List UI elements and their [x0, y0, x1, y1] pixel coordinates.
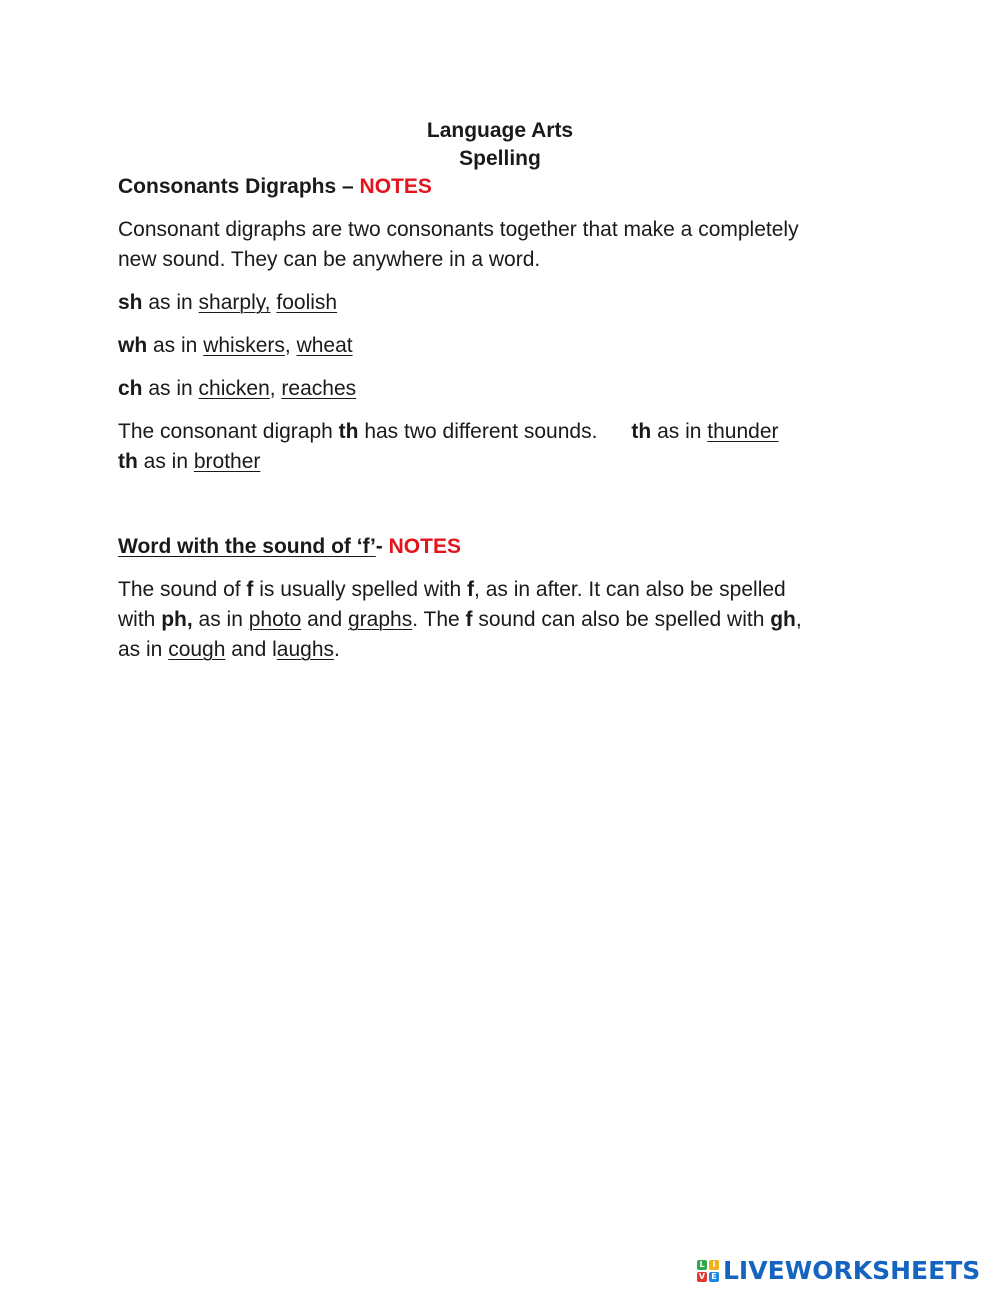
text: . The — [412, 608, 466, 631]
notes-label: NOTES — [388, 535, 461, 558]
f-sound-paragraph — [118, 575, 878, 665]
th-text: has two different sounds. — [358, 420, 598, 443]
text: is usually spelled with — [253, 578, 468, 601]
text: with — [118, 608, 162, 631]
digraph: wh — [118, 334, 148, 357]
example-word: graphs — [348, 608, 413, 631]
example-word: photo — [248, 608, 302, 631]
logo-text: LIVEWORKSHEETS — [723, 1256, 981, 1285]
section-heading-digraphs — [118, 173, 432, 201]
text: . — [334, 638, 340, 661]
f-line-2 — [118, 605, 878, 635]
digraph: ch — [118, 377, 143, 400]
as-in-text: as in — [137, 450, 194, 473]
th-text: The consonant digraph — [118, 420, 339, 443]
example-word: chicken — [198, 377, 270, 400]
text: and — [301, 608, 348, 631]
heading-text: Word with the sound of ‘f’ — [118, 535, 376, 558]
example-word: reaches — [281, 377, 357, 400]
as-in-text: as in — [147, 334, 204, 357]
example-word: brother — [193, 450, 261, 473]
page-subtitle: Spelling — [459, 147, 541, 170]
text: as in — [192, 608, 249, 631]
digraph-example-sh — [118, 288, 878, 318]
th-line-2 — [118, 447, 878, 477]
as-in-text: as in — [142, 291, 199, 314]
notes-label: NOTES — [359, 175, 432, 198]
text: and l — [225, 638, 277, 661]
bold-letter: ph, — [161, 608, 193, 631]
section-heading-f-sound — [118, 533, 461, 561]
example-word: wheat — [296, 334, 353, 357]
heading-dash: - — [375, 535, 383, 558]
as-in-text: as in — [651, 420, 708, 443]
text: sound can also be spelled with — [472, 608, 771, 631]
text: , — [795, 608, 802, 631]
bold-letter: f — [246, 578, 254, 601]
f-line-3 — [118, 635, 878, 665]
text: as in — [118, 638, 169, 661]
liveworksheets-logo[interactable] — [697, 1256, 980, 1286]
as-in-text: as in — [142, 377, 199, 400]
logo-letter: E — [709, 1272, 719, 1282]
digraph-example-wh — [118, 331, 878, 361]
f-line-1 — [118, 575, 878, 605]
intro-line: new sound. They can be anywhere in a word. — [118, 248, 541, 271]
logo-letter: L — [697, 1260, 707, 1270]
example-word: sharply, — [198, 291, 271, 314]
separator: , — [284, 334, 297, 357]
example-word: aughs — [276, 638, 335, 661]
example-word: whiskers — [203, 334, 285, 357]
logo-letter: I — [709, 1260, 719, 1270]
text: The sound of — [118, 578, 247, 601]
th-line-1 — [118, 417, 878, 447]
bold-letter: gh — [770, 608, 796, 631]
example-word: cough — [168, 638, 226, 661]
digraph-example-ch — [118, 374, 878, 404]
digraph: sh — [118, 291, 143, 314]
bold-letter: f — [465, 608, 473, 631]
liveworksheets-icon — [697, 1260, 719, 1282]
intro-line: Consonant digraphs are two consonants together that make a completely — [118, 218, 799, 241]
digraph-example-th — [118, 417, 878, 477]
example-word: thunder — [707, 420, 779, 443]
logo-letter: V — [698, 1272, 706, 1281]
intro-paragraph — [118, 215, 878, 275]
digraph: th — [118, 450, 138, 473]
separator: , — [269, 377, 282, 400]
bold-letter: f — [467, 578, 475, 601]
example-word: foolish — [276, 291, 338, 314]
digraph: th — [631, 420, 652, 443]
heading-text: Consonants Digraphs – — [118, 175, 354, 198]
text: , as in after. It can also be spelled — [474, 578, 786, 601]
page-title: Language Arts — [426, 119, 574, 142]
digraph: th — [338, 420, 359, 443]
